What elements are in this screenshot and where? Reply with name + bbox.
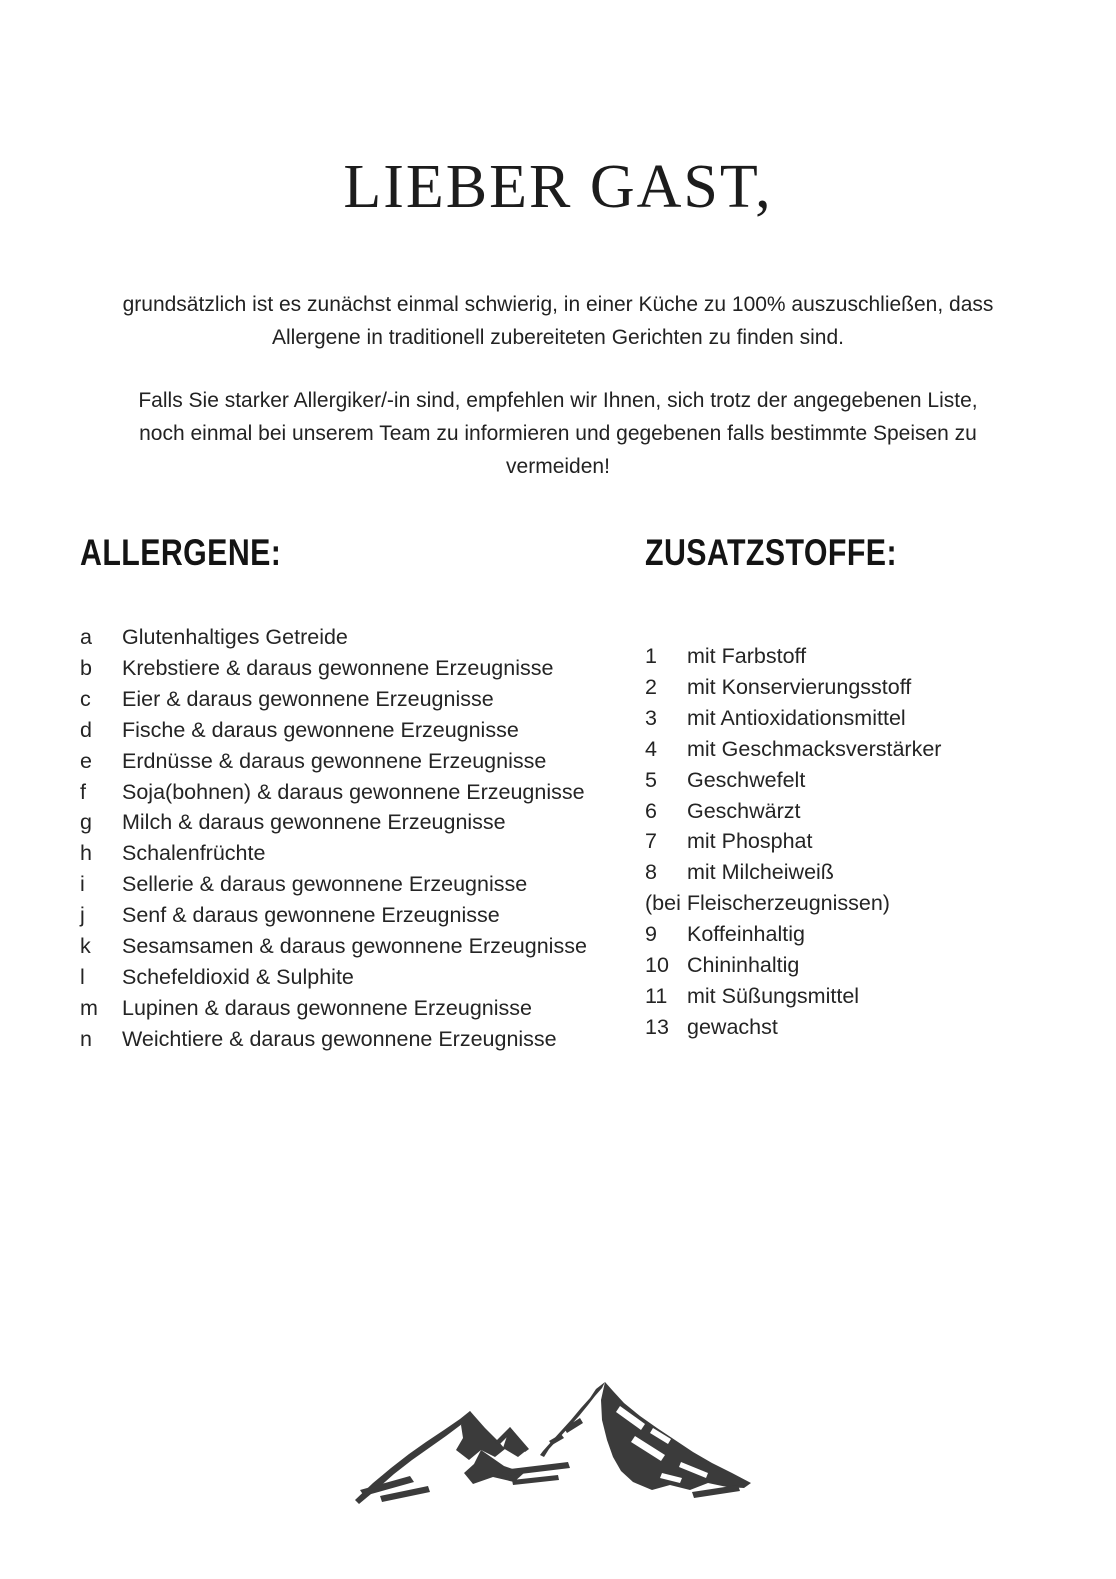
list-item — [80, 684, 587, 715]
list-item-label: Geschwärzt — [687, 798, 801, 823]
list-item-label: mit Antioxidationsmittel — [687, 705, 906, 730]
list-item-label: gewachst — [687, 1014, 778, 1039]
intro-text — [58, 288, 1058, 483]
list-item — [80, 838, 587, 869]
additive-list — [645, 641, 952, 1043]
list-item-label: Sellerie & daraus gewonnene Erzeugnisse — [122, 872, 528, 897]
list-item — [645, 765, 952, 796]
intro-line: noch einmal bei unserem Team zu informieren und gegebenen falls bestimmte Speisen zu — [139, 422, 977, 445]
list-item-key: 2 — [645, 674, 657, 699]
list-item-key: k — [80, 934, 91, 959]
list-item-key: e — [80, 748, 92, 773]
list-item — [645, 857, 952, 888]
list-item-key: 6 — [645, 798, 657, 823]
intro-line: grundsätzlich ist es zunächst einmal schwierig, in einer Küche zu 100% auszuschließen, dass — [122, 293, 994, 316]
list-item-label: Milch & daraus gewonnene Erzeugnisse — [122, 810, 506, 835]
list-item-key: j — [80, 903, 85, 928]
list-item — [80, 653, 587, 684]
list-item — [80, 869, 587, 900]
list-item-label: Erdnüsse & daraus gewonnene Erzeugnisse — [122, 748, 547, 773]
list-item — [80, 777, 587, 808]
list-item-label: Schalenfrüchte — [122, 841, 266, 866]
list-item-key: h — [80, 841, 92, 866]
list-item — [645, 981, 952, 1012]
list-item-key: a — [80, 625, 92, 649]
list-item — [80, 962, 587, 993]
list-item — [80, 1024, 587, 1055]
intro-line: Allergene in traditionell zubereiteten Gerichten zu finden sind. — [271, 326, 844, 349]
list-item-label: mit Konservierungsstoff — [687, 674, 912, 699]
list-item-key: 4 — [645, 736, 657, 761]
allergens-heading: ALLERGENE: — [80, 532, 282, 573]
list-item-key: m — [80, 995, 98, 1020]
list-item-label: Schefeldioxid & Sulphite — [122, 964, 354, 989]
list-item-label: Senf & daraus gewonnene Erzeugnisse — [122, 903, 500, 928]
list-item — [645, 796, 952, 827]
list-item — [645, 919, 952, 950]
list-item-key: 11 — [645, 983, 668, 1008]
list-item — [645, 1012, 952, 1043]
intro-paragraph — [58, 384, 1058, 483]
list-item-label: mit Geschmacksverstärker — [687, 736, 942, 761]
list-item — [645, 888, 952, 919]
list-item-label: Geschwefelt — [687, 767, 806, 792]
list-item-label: Lupinen & daraus gewonnene Erzeugnisse — [122, 995, 532, 1020]
list-item-key: 9 — [645, 922, 657, 947]
page-title: LIEBER GAST, — [343, 153, 773, 221]
intro-paragraph — [58, 288, 1058, 354]
list-item-key: f — [80, 779, 86, 804]
list-item-label: mit Milcheiweiß — [687, 860, 834, 885]
list-item — [80, 900, 587, 931]
list-item-label: Glutenhaltiges Getreide — [122, 625, 348, 649]
list-item-key: c — [80, 686, 91, 711]
intro-line: Falls Sie starker Allergiker/-in sind, empfehlen wir Ihnen, sich trotz der angegebenen Liste, — [138, 389, 978, 412]
list-item — [80, 931, 587, 962]
allergen-list — [80, 622, 587, 1055]
mountains-illustration — [352, 1378, 758, 1512]
list-item-label: Sesamsamen & daraus gewonnene Erzeugnisse — [122, 934, 587, 959]
list-item-key: 7 — [645, 829, 657, 854]
list-item-label: mit Farbstoff — [687, 644, 807, 668]
list-item-key: l — [80, 964, 85, 989]
list-item — [645, 734, 952, 765]
additives-section — [645, 531, 952, 1043]
additives-heading: ZUSATZSTOFFE: — [645, 532, 897, 573]
list-item — [80, 715, 587, 746]
list-item — [645, 672, 952, 703]
list-item-label: Fische & daraus gewonnene Erzeugnisse — [122, 717, 519, 742]
list-item-label: Chininhaltig — [687, 953, 800, 978]
list-item-key: 13 — [645, 1014, 669, 1039]
intro-line: vermeiden! — [506, 455, 610, 478]
list-item-key: i — [80, 872, 85, 897]
list-item — [80, 622, 587, 653]
list-item-key: 1 — [645, 644, 657, 668]
list-item-label: (bei Fleischerzeugnissen) — [645, 891, 890, 916]
list-item-key: n — [80, 1026, 92, 1051]
list-item — [645, 703, 952, 734]
list-item-key: 8 — [645, 860, 657, 885]
list-item-label: mit Phosphat — [687, 829, 813, 854]
list-item — [645, 641, 952, 672]
list-item-label: Eier & daraus gewonnene Erzeugnisse — [122, 686, 494, 711]
list-item-key: d — [80, 717, 92, 742]
list-item-label: Soja(bohnen) & daraus gewonnene Erzeugnisse — [122, 779, 585, 804]
list-item-key: 10 — [645, 953, 669, 978]
list-item — [645, 826, 952, 857]
list-item-key: 5 — [645, 767, 657, 792]
list-item — [80, 993, 587, 1024]
list-item — [80, 746, 587, 777]
list-item-label: Weichtiere & daraus gewonnene Erzeugnisse — [122, 1026, 557, 1051]
list-item-label: mit Süßungsmittel — [687, 983, 860, 1008]
list-item — [645, 950, 952, 981]
list-item-key: 3 — [645, 705, 657, 730]
list-item-label: Koffeinhaltig — [687, 922, 805, 947]
list-item — [80, 807, 587, 838]
list-item-label: Krebstiere & daraus gewonnene Erzeugnisse — [122, 655, 554, 680]
list-item-key: g — [80, 810, 92, 835]
allergens-section — [80, 531, 587, 1055]
list-item-key: b — [80, 655, 92, 680]
mountain-range-icon — [352, 1378, 758, 1512]
